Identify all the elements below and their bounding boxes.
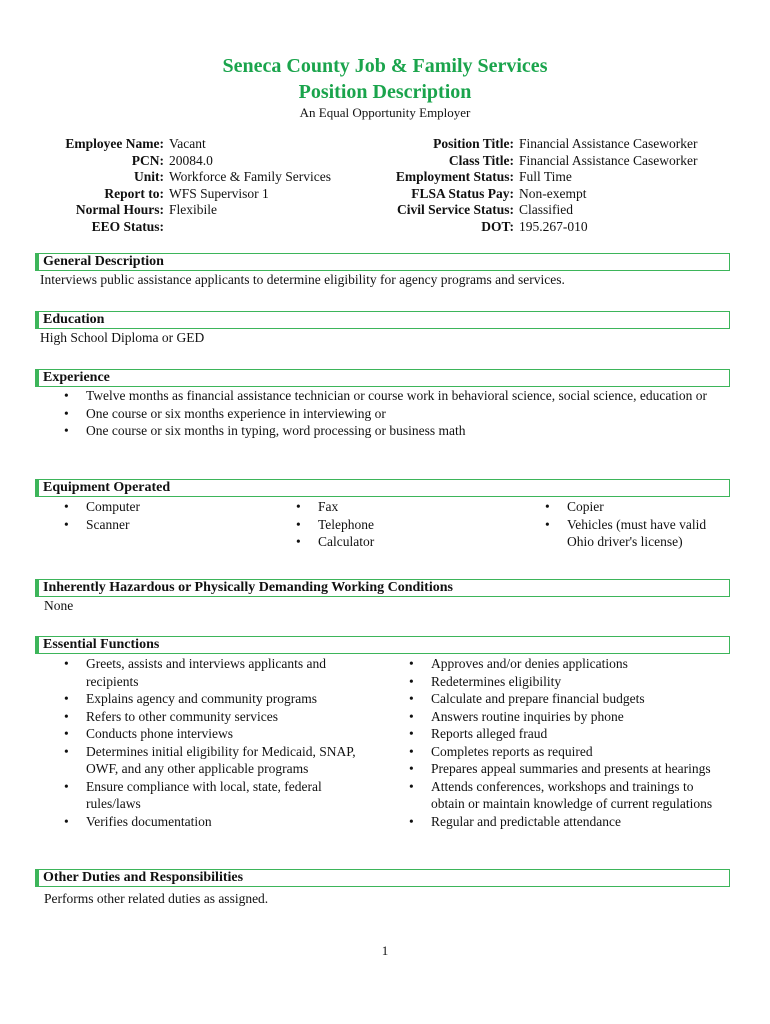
hazardous-conditions-text: None [44, 598, 74, 613]
education-text: High School Diploma or GED [40, 330, 205, 345]
info-value: Financial Assistance Caseworker [519, 152, 698, 168]
list-item: • Vehicles (must have valid Ohio driver's license) [545, 516, 707, 549]
list-item: • Telephone [296, 516, 375, 532]
info-label: Class Title: [448, 152, 514, 168]
bullet-icon: • [409, 778, 414, 794]
equal-opportunity-tagline: An Equal Opportunity Employer [299, 105, 471, 120]
list-item: • Approves and/or denies applications [409, 656, 628, 671]
bullet-icon: • [409, 673, 414, 689]
info-label: Normal Hours: [75, 202, 164, 218]
document-title: Seneca County Job & Family Services [222, 55, 548, 77]
equipment-list-col1 [64, 498, 264, 533]
employee-info-right [360, 136, 697, 236]
info-value: Classified [519, 202, 573, 218]
info-label: Civil Service Status: [397, 202, 514, 218]
section-heading-general-description: General Description [35, 253, 730, 271]
bullet-icon: • [409, 813, 414, 829]
list-item: • Ensure compliance with local, state, federal rules/laws [64, 778, 322, 811]
bullet-icon: • [64, 405, 69, 421]
list-item: • Explains agency and community programs [64, 691, 317, 706]
bullet-icon: • [296, 534, 301, 549]
list-item: • Attends conferences, workshops and trainings to obtain or maintain knowledge of current regulations [409, 778, 713, 811]
info-value: Workforce & Family Services [169, 169, 331, 185]
list-item: • Fax [296, 499, 339, 514]
bullet-icon: • [64, 778, 69, 794]
list-item: • Reports alleged fraud [409, 726, 548, 741]
list-item: • Completes reports as required [409, 743, 593, 759]
info-row-position-title [360, 136, 697, 153]
info-row-employment-status [360, 169, 697, 186]
bullet-icon: • [64, 656, 69, 671]
info-row-pcn [40, 153, 331, 170]
info-row-class-title [360, 153, 697, 170]
equipment-list-col2 [296, 498, 496, 551]
info-label: EEO Status: [91, 218, 164, 234]
info-label: Report to: [104, 185, 164, 201]
info-label: Employee Name: [65, 136, 164, 151]
document-subtitle-position-description: Position Description [298, 81, 472, 103]
list-item: • Conducts phone interviews [64, 726, 233, 741]
bullet-icon: • [409, 691, 414, 706]
experience-list [64, 387, 724, 440]
section-heading-experience: Experience [35, 369, 730, 387]
info-row-unit [40, 169, 331, 186]
bullet-icon: • [409, 656, 414, 671]
info-row-employee-name [40, 136, 331, 153]
bullet-icon: • [409, 726, 414, 741]
section-heading-equipment-operated: Equipment Operated [35, 479, 730, 497]
info-value: Vacant [169, 136, 206, 151]
section-heading-other-duties: Other Duties and Responsibilities [35, 869, 730, 887]
bullet-icon: • [64, 726, 69, 741]
essential-functions-col1 [64, 655, 364, 830]
bullet-icon: • [64, 499, 69, 514]
bullet-icon: • [64, 708, 69, 724]
section-heading-education: Education [35, 311, 730, 329]
list-item: • Calculator [296, 534, 375, 549]
list-item: • Refers to other community services [64, 708, 278, 724]
list-item: • Computer [64, 499, 140, 514]
bullet-icon: • [64, 388, 69, 403]
list-item: • Redetermines eligibility [409, 673, 562, 689]
info-label: Employment Status: [395, 169, 514, 185]
info-row-flsa-status [360, 186, 697, 203]
bullet-icon: • [64, 743, 69, 759]
list-item: • One course or six months experience in interviewing or [64, 405, 386, 421]
info-label: Position Title: [433, 136, 514, 151]
section-heading-hazardous-conditions: Inherently Hazardous or Physically Demanding Working Conditions [35, 579, 730, 597]
equipment-list-col3 [545, 498, 725, 551]
info-row-normal-hours [40, 202, 331, 219]
info-label: DOT: [481, 218, 514, 234]
other-duties-text: Performs other related duties as assigned. [44, 891, 269, 906]
list-item: • One course or six months in typing, word processing or business math [64, 423, 466, 438]
bullet-icon: • [409, 708, 414, 724]
bullet-icon: • [545, 499, 550, 514]
bullet-icon: • [64, 691, 69, 706]
page-number: 1 [381, 943, 389, 958]
info-value: Full Time [519, 169, 572, 185]
list-item: • Answers routine inquiries by phone [409, 708, 624, 724]
section-heading-essential-functions: Essential Functions [35, 636, 730, 654]
bullet-icon: • [545, 516, 550, 532]
info-value: Financial Assistance Caseworker [519, 136, 698, 151]
info-row-eeo-status [40, 219, 331, 236]
bullet-icon: • [64, 423, 69, 438]
list-item: • Twelve months as financial assistance technician or course work in behavioral science, social science, education or [64, 388, 707, 403]
info-label: PCN: [131, 152, 164, 168]
bullet-icon: • [409, 743, 414, 759]
employee-info-left [40, 136, 331, 236]
bullet-icon: • [409, 761, 414, 776]
info-row-dot [360, 219, 697, 236]
list-item: • Determines initial eligibility for Medicaid, SNAP, OWF, and any other applicable programs [64, 743, 356, 776]
info-label: Unit: [134, 169, 164, 185]
info-value: WFS Supervisor 1 [169, 185, 269, 201]
bullet-icon: • [296, 516, 301, 532]
list-item: • Scanner [64, 516, 130, 532]
info-row-report-to [40, 186, 331, 203]
bullet-icon: • [64, 813, 69, 829]
list-item: • Copier [545, 499, 604, 514]
bullet-icon: • [64, 516, 69, 532]
list-item: • Verifies documentation [64, 813, 212, 829]
list-item: • Prepares appeal summaries and presents at hearings [409, 761, 711, 776]
info-label: FLSA Status Pay: [411, 185, 514, 201]
info-value: Flexibile [169, 202, 217, 218]
info-value: 195.267-010 [519, 218, 588, 234]
essential-functions-col2 [409, 655, 724, 830]
list-item: • Calculate and prepare financial budgets [409, 691, 645, 706]
info-value: Non-exempt [519, 185, 587, 201]
general-description-text: Interviews public assistance applicants to determine eligibility for agency programs and services. [40, 272, 565, 287]
info-row-civil-service-status [360, 202, 697, 219]
list-item: • Regular and predictable attendance [409, 813, 622, 829]
bullet-icon: • [296, 499, 301, 514]
list-item: • Greets, assists and interviews applicants and recipients [64, 656, 326, 689]
info-value: 20084.0 [169, 152, 213, 168]
